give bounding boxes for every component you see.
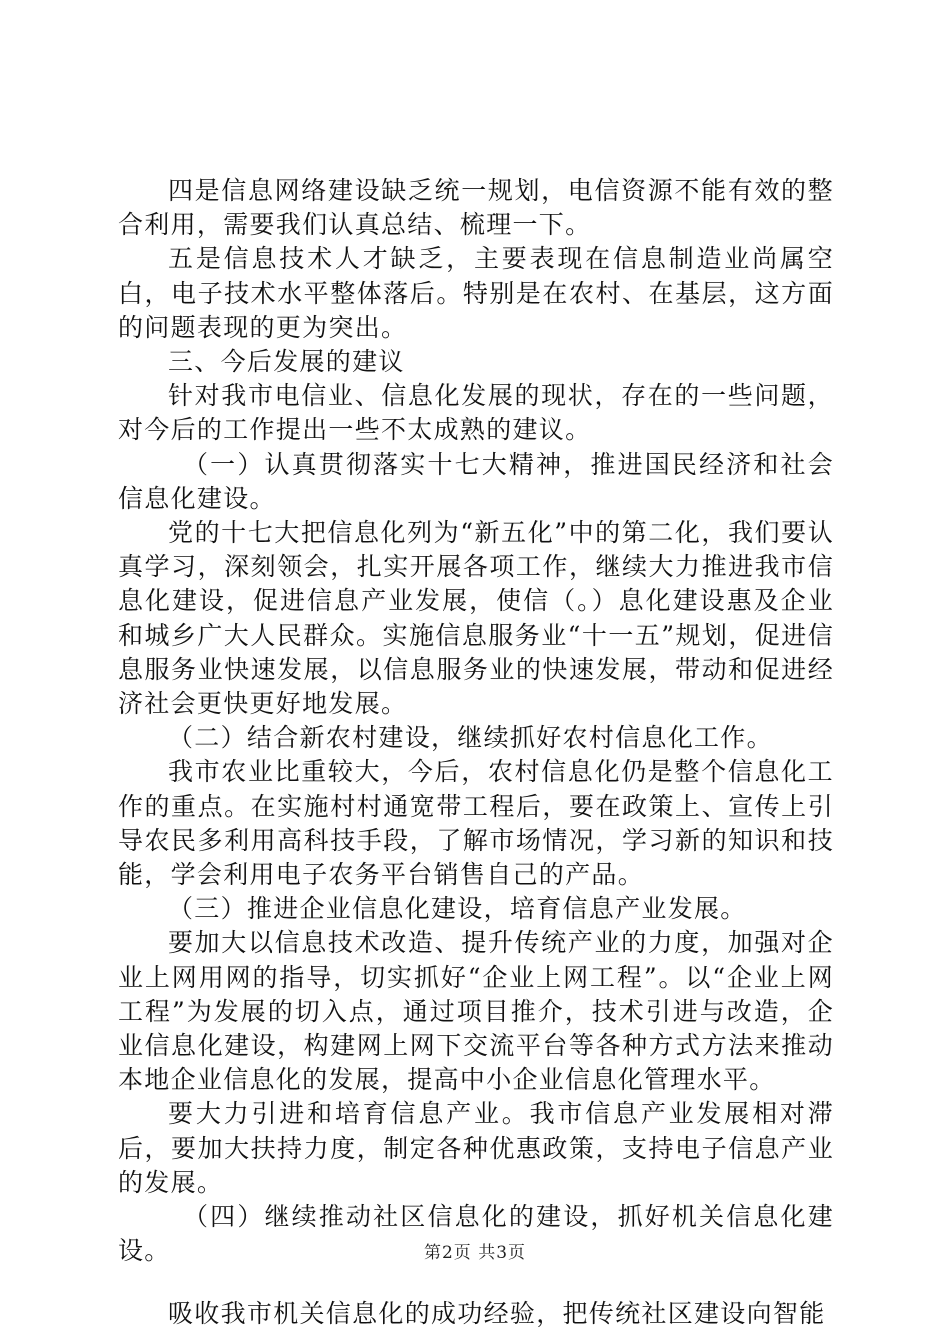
paragraph: 我市农业比重较大，今后，农村信息化仍是整个信息化工作的重点。在实施村村通宽带工程后，要在政策上、宣传上引导农民多利用高科技手段，了解市场情况，学习新的知识和技能，学会利用电子农务平台销售自己的产品。 <box>118 757 834 890</box>
paragraph: 四是信息网络建设缺乏统一规划，电信资源不能有效的整合利用，需要我们认真总结、梳理一下。 <box>118 176 834 240</box>
document-body <box>118 174 834 1331</box>
paragraph: 吸收我市机关信息化的成功经验，把传统社区建设向智能 <box>168 1298 826 1328</box>
page-number-footer: 第2页 共3页 <box>423 1243 527 1263</box>
paragraph: 要大力引进和培育信息产业。我市信息产业发展相对滞后，要加大扶持力度，制定各种优惠政策，支持电子信息产业的发展。 <box>118 1099 834 1197</box>
paragraph: 五是信息技术人才缺乏，主要表现在信息制造业尚属空白，电子技术水平整体落后。特别是在农村、在基层，这方面的问题表现的更为突出。 <box>118 244 834 342</box>
paragraph: 针对我市电信业、信息化发展的现状，存在的一些问题，对今后的工作提出一些不太成熟的建议。 <box>118 381 834 445</box>
paragraph: 党的十七大把信息化列为“新五化”中的第二化，我们要认真学习，深刻领会，扎实开展各项工作，继续大力推进我市信息化建设，促进信息产业发展，使信（。）息化建设惠及企业和城乡广大人民群众。实施信息服务业“十一五”规划，促进信息服务业快速发展，以信息服务业的快速发展，带动和促进经济社会更快更好地发展。 <box>118 518 834 719</box>
subsection-heading: （三）推进企业信息化建设，培育信息产业发展。 <box>168 894 747 924</box>
paragraph: 要加大以信息技术改造、提升传统产业的力度，加强对企业上网用网的指导，切实抓好“企业上网工程”。以“企业上网工程”为发展的切入点，通过项目推介，技术引进与改造，企业信息化建设，构建网上网下交流平台等各种方式方法来推动本地企业信息化的发展，提高中小企业信息化管理水平。 <box>118 928 834 1095</box>
subsection-heading: （四）继续推动社区信息化的建设，抓好机关信息化建设。 <box>118 1202 834 1266</box>
paragraph-gap <box>118 1269 834 1297</box>
subsection-heading: （一）认真贯彻落实十七大精神，推进国民经济和社会信息化建设。 <box>118 449 834 513</box>
section-heading: 三、今后发展的建议 <box>168 347 405 377</box>
subsection-heading: （二）结合新农村建设，继续抓好农村信息化工作。 <box>168 723 773 753</box>
